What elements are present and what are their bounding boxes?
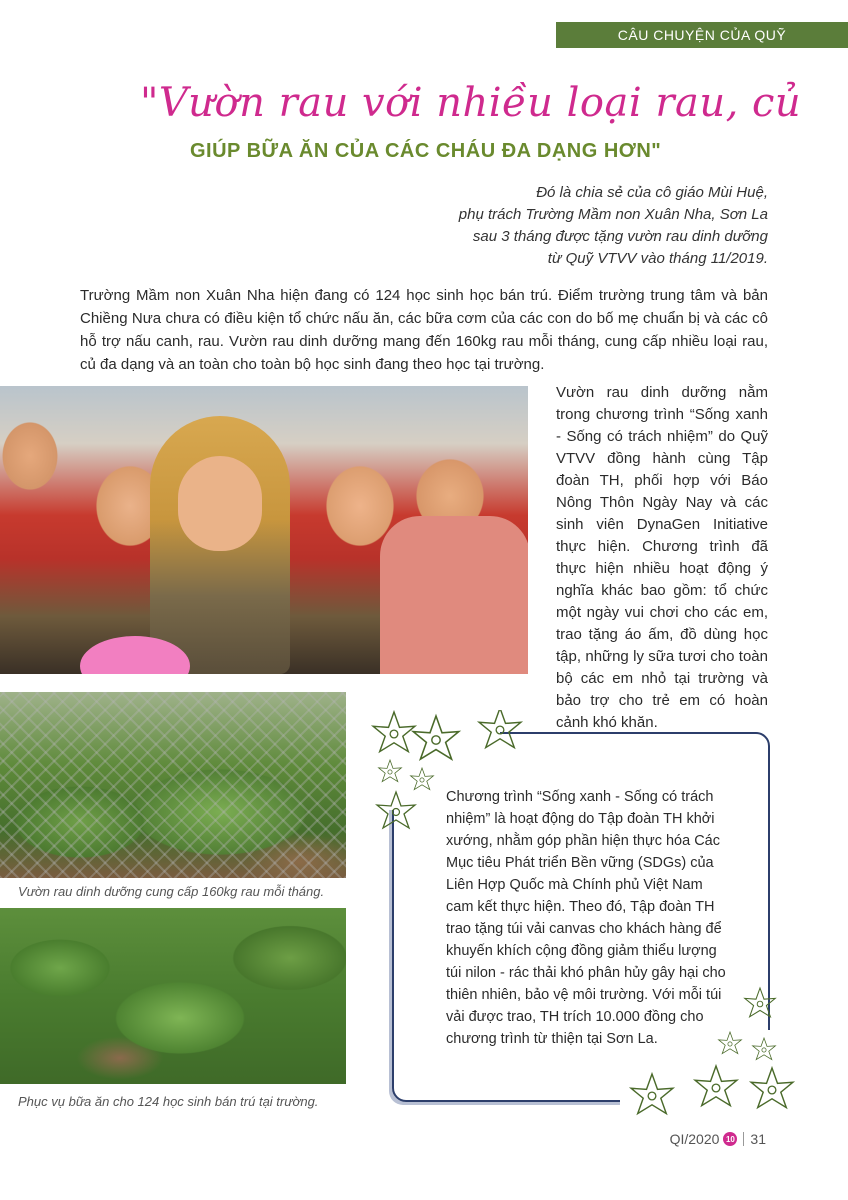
meal-caption: Phục vụ bữa ăn cho 124 học sinh bán trú tại trường. xyxy=(18,1094,319,1109)
garden-caption: Vườn rau dinh dưỡng cung cấp 160kg rau mỗi tháng. xyxy=(18,884,325,899)
children-photo xyxy=(0,386,528,674)
photo-figure-pink xyxy=(380,516,528,674)
body-paragraph-1: Trường Mầm non Xuân Nha hiện đang có 124 học sinh học bán trú. Điểm trường trung tâm và bản Chiềng Nưa chưa có điều kiện tổ chức nấu ăn, các bữa cơm của các con do bố mẹ chuẩn bị và các cô hỗ trợ nấu canh, rau. Vườn rau dinh dưỡng mang đến 160kg rau mỗi tháng, cung cấp nhiều loại rau, củ đa dạng và an toàn cho toàn bộ học sinh đang theo học tại trường. xyxy=(80,287,768,373)
body-paragraph-2: Vườn rau dinh dưỡng nằm trong chương trình “Sống xanh - Sống có trách nhiệm” do Quỹ VTVV đồng hành cùng Tập đoàn TH, phối hợp với Báo Nông Thôn Ngày Nay và các sinh viên DynaGen Initiative thực hiện. Chương trình đã thực hiện nhiều hoạt động ý nghĩa khác bao gồm: tổ chức một ngày vui chơi cho các em, trao tặng áo ấm, đồ dùng học tập, những ly sữa tươi cho toàn bộ các em nhỏ tại trường và bảo trợ cho trẻ em có hoàn cảnh khó khăn. xyxy=(556,384,768,731)
issue-badge: 10 xyxy=(723,1132,737,1146)
article-title-subline: GIÚP BỮA ĂN CỦA CÁC CHÁU ĐA DẠNG HƠN" xyxy=(190,140,662,162)
intro-line: sau 3 tháng được tặng vườn rau dinh dưỡng xyxy=(472,228,768,245)
section-label: CÂU CHUYỆN CỦA QUỸ xyxy=(617,27,787,43)
garden-photo xyxy=(0,692,346,878)
intro-quote xyxy=(268,182,768,270)
meal-garden-photo xyxy=(0,908,346,1084)
article-title-script: "Vườn rau với nhiều loại rau, củ xyxy=(140,80,802,126)
section-header-tag xyxy=(556,22,848,48)
footer-divider xyxy=(743,1132,744,1146)
intro-line: từ Quỹ VTVV vào tháng 11/2019. xyxy=(547,250,768,267)
page-footer xyxy=(670,1131,766,1147)
intro-line: phụ trách Trường Mầm non Xuân Nha, Sơn La xyxy=(458,206,768,223)
intro-line: Đó là chia sẻ của cô giáo Mùi Huệ, xyxy=(536,184,768,201)
page-number: 31 xyxy=(750,1131,766,1147)
photo-figure-face xyxy=(178,456,262,551)
issue-label: QI/2020 xyxy=(669,1131,720,1147)
info-box-text: Chương trình “Sống xanh - Sống có trách nhiệm” là hoạt động do Tập đoàn TH khởi xướng, nhằm góp phần hiện thực hóa Các Mục tiêu Phát triển Bền vững (SDGs) của Liên Hợp Quốc mà Chính phủ Việt Nam cam kết thực hiện. Theo đó, Tập đoàn TH trao tặng túi vải canvas cho khách hàng để khuyến khích cộng đồng giảm thiểu lượng túi nilon - rác thải khó phân hủy gây hại cho thiên nhiên, bảo vệ môi trường. Với mỗi túi vải được trao, TH trích 10.000 đồng cho chương trình từ thiện tại Sơn La. xyxy=(446,789,726,1047)
